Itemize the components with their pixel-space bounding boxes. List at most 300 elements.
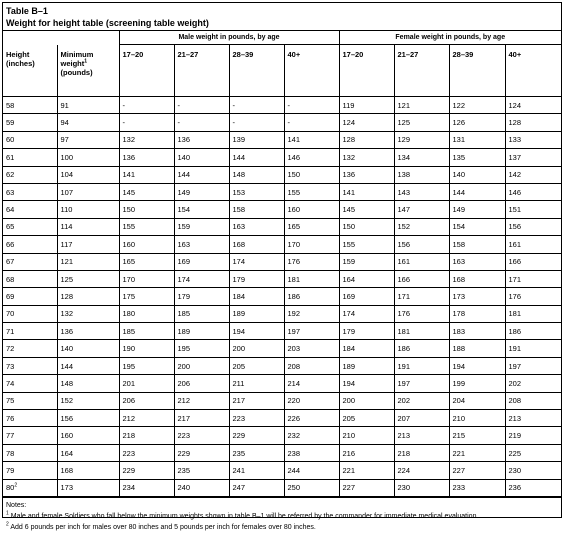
height-value: 66	[6, 239, 15, 249]
female-weight-cell: 227	[339, 479, 394, 496]
female-weight-cell: 230	[505, 462, 561, 479]
table-row	[3, 253, 561, 270]
female-age-header: 17–20	[339, 45, 394, 97]
height-value: 74	[6, 378, 15, 388]
height-value: 65	[6, 222, 15, 232]
male-weight-cell: 229	[229, 427, 284, 444]
minimum-weight-unit: (pounds)	[60, 67, 93, 77]
female-weight-cell: 138	[394, 166, 449, 183]
height-cell	[3, 131, 57, 148]
table-row	[3, 288, 561, 305]
height-value: 73	[6, 361, 15, 371]
male-weight-cell: 211	[229, 375, 284, 392]
male-weight-cell: 159	[174, 218, 229, 235]
male-weight-cell: 148	[229, 166, 284, 183]
female-weight-cell: 149	[449, 201, 505, 218]
male-weight-cell: 144	[229, 149, 284, 166]
male-weight-cell: -	[119, 114, 174, 131]
height-cell	[3, 479, 57, 496]
height-value: 68	[6, 274, 15, 284]
height-value: 70	[6, 309, 15, 319]
female-weight-cell: 213	[394, 427, 449, 444]
minimum-weight-cell: 156	[57, 410, 119, 427]
male-weight-cell: 200	[174, 357, 229, 374]
minimum-weight-cell: 117	[57, 236, 119, 253]
female-age-header: 40+	[505, 45, 561, 97]
height-value: 64	[6, 205, 15, 215]
male-weight-cell: 170	[284, 236, 339, 253]
male-weight-cell: 170	[119, 270, 174, 287]
notes-label: Notes:	[6, 501, 27, 509]
female-weight-cell: 147	[394, 201, 449, 218]
minimum-weight-cell: 114	[57, 218, 119, 235]
female-weight-cell: 205	[339, 410, 394, 427]
female-weight-cell: 210	[449, 410, 505, 427]
height-cell	[3, 218, 57, 235]
male-weight-cell: 220	[284, 392, 339, 409]
male-weight-cell: 206	[174, 375, 229, 392]
height-cell	[3, 410, 57, 427]
male-weight-cell: 153	[229, 183, 284, 200]
table-row	[3, 236, 561, 253]
male-weight-cell: 160	[119, 236, 174, 253]
female-weight-cell: 126	[449, 114, 505, 131]
table-row	[3, 375, 561, 392]
height-value: 75	[6, 396, 15, 406]
male-weight-cell: 174	[229, 253, 284, 270]
minimum-weight-cell: 168	[57, 462, 119, 479]
female-weight-cell: 161	[505, 236, 561, 253]
female-weight-cell: 124	[505, 97, 561, 114]
male-weight-cell: 229	[119, 462, 174, 479]
female-weight-cell: 145	[339, 201, 394, 218]
male-weight-cell: -	[229, 97, 284, 114]
height-cell	[3, 166, 57, 183]
female-weight-cell: 181	[505, 305, 561, 322]
minimum-weight-column-header	[57, 45, 119, 97]
minimum-weight-cell: 121	[57, 253, 119, 270]
male-weight-cell: 160	[284, 201, 339, 218]
female-weight-cell: 197	[505, 357, 561, 374]
male-age-header: 28–39	[229, 45, 284, 97]
male-weight-cell: 214	[284, 375, 339, 392]
female-weight-cell: 176	[505, 288, 561, 305]
male-weight-cell: 168	[229, 236, 284, 253]
note-2-mark: 2	[6, 521, 9, 528]
table-row	[3, 444, 561, 461]
table-row	[3, 427, 561, 444]
minimum-weight-cell: 100	[57, 149, 119, 166]
height-value: 71	[6, 326, 15, 336]
height-value: 79	[6, 465, 15, 475]
female-weight-cell: 151	[505, 201, 561, 218]
minimum-weight-cell: 128	[57, 288, 119, 305]
female-weight-cell: 236	[505, 479, 561, 496]
height-cell	[3, 270, 57, 287]
female-weight-cell: 140	[449, 166, 505, 183]
male-weight-cell: 154	[174, 201, 229, 218]
female-weight-cell: 156	[505, 218, 561, 235]
height-cell	[3, 462, 57, 479]
male-weight-cell: 169	[174, 253, 229, 270]
minimum-weight-cell: 144	[57, 357, 119, 374]
table-row	[3, 114, 561, 131]
male-weight-cell: 223	[174, 427, 229, 444]
female-weight-cell: 179	[339, 323, 394, 340]
female-weight-cell: 129	[394, 131, 449, 148]
female-weight-cell: 221	[449, 444, 505, 461]
female-weight-cell: 144	[449, 183, 505, 200]
male-weight-cell: 226	[284, 410, 339, 427]
male-weight-cell: 232	[284, 427, 339, 444]
male-weight-cell: 197	[284, 323, 339, 340]
male-weight-cell: 181	[284, 270, 339, 287]
female-weight-cell: 169	[339, 288, 394, 305]
female-weight-cell: 188	[449, 340, 505, 357]
height-cell	[3, 357, 57, 374]
female-weight-cell: 171	[394, 288, 449, 305]
height-column-header: Height (inches)	[3, 45, 57, 97]
female-weight-cell: 128	[505, 114, 561, 131]
minimum-weight-cell: 110	[57, 201, 119, 218]
height-value: 77	[6, 431, 15, 441]
table-row	[3, 97, 561, 114]
female-weight-cell: 135	[449, 149, 505, 166]
female-weight-cell: 158	[449, 236, 505, 253]
note-2-text: Add 6 pounds per inch for males over 80 inches and 5 pounds per inch for females over 80 inches.	[10, 523, 316, 531]
table-row	[3, 323, 561, 340]
male-weight-cell: 132	[119, 131, 174, 148]
height-cell	[3, 392, 57, 409]
female-weight-cell: 197	[394, 375, 449, 392]
male-weight-cell: -	[284, 114, 339, 131]
minimum-weight-footnote-mark: 1	[84, 58, 88, 64]
male-weight-cell: 212	[119, 410, 174, 427]
height-cell	[3, 444, 57, 461]
table-row	[3, 183, 561, 200]
height-cell	[3, 183, 57, 200]
female-weight-cell: 208	[505, 392, 561, 409]
table-row	[3, 131, 561, 148]
female-age-header: 21–27	[394, 45, 449, 97]
table-row	[3, 392, 561, 409]
male-weight-cell: 192	[284, 305, 339, 322]
male-weight-cell: 136	[174, 131, 229, 148]
male-weight-cell: 217	[174, 410, 229, 427]
note-1	[6, 511, 558, 522]
female-weight-cell: 154	[449, 218, 505, 235]
male-weight-cell: 185	[119, 323, 174, 340]
height-value: 69	[6, 291, 15, 301]
male-weight-cell: 163	[174, 236, 229, 253]
female-weight-cell: 122	[449, 97, 505, 114]
minimum-weight-cell: 94	[57, 114, 119, 131]
minimum-weight-cell: 136	[57, 323, 119, 340]
height-cell	[3, 375, 57, 392]
height-cell	[3, 253, 57, 270]
male-weight-cell: 223	[119, 444, 174, 461]
female-weight-cell: 204	[449, 392, 505, 409]
height-value: 62	[6, 170, 15, 180]
male-age-header: 21–27	[174, 45, 229, 97]
male-weight-cell: 150	[284, 166, 339, 183]
female-weight-cell: 194	[339, 375, 394, 392]
female-weight-cell: 163	[449, 253, 505, 270]
female-weight-cell: 174	[339, 305, 394, 322]
female-weight-cell: 159	[339, 253, 394, 270]
table-row	[3, 340, 561, 357]
female-age-header: 28–39	[449, 45, 505, 97]
male-weight-cell: 234	[119, 479, 174, 496]
height-value: 76	[6, 413, 15, 423]
female-weight-cell: 137	[505, 149, 561, 166]
table-caption	[3, 3, 561, 31]
male-weight-cell: -	[174, 114, 229, 131]
male-weight-cell: 150	[119, 201, 174, 218]
male-weight-cell: 155	[119, 218, 174, 235]
height-cell	[3, 236, 57, 253]
height-value: 78	[6, 448, 15, 458]
female-weight-cell: 221	[339, 462, 394, 479]
female-weight-cell: 199	[449, 375, 505, 392]
height-value: 58	[6, 100, 15, 110]
female-weight-cell: 124	[339, 114, 394, 131]
height-value: 61	[6, 152, 15, 162]
height-cell	[3, 288, 57, 305]
height-cell	[3, 201, 57, 218]
male-weight-cell: 144	[174, 166, 229, 183]
height-cell	[3, 427, 57, 444]
female-weight-cell: 132	[339, 149, 394, 166]
female-weight-cell: 184	[339, 340, 394, 357]
female-weight-cell: 131	[449, 131, 505, 148]
male-weight-cell: 244	[284, 462, 339, 479]
table-row	[3, 166, 561, 183]
female-weight-cell: 178	[449, 305, 505, 322]
minimum-weight-cell: 107	[57, 183, 119, 200]
male-weight-cell: -	[284, 97, 339, 114]
male-weight-cell: 189	[229, 305, 284, 322]
female-weight-cell: 143	[394, 183, 449, 200]
table-title: Weight for height table (screening table weight)	[6, 18, 209, 28]
height-value: 59	[6, 118, 15, 128]
female-weight-cell: 216	[339, 444, 394, 461]
table-row	[3, 201, 561, 218]
minimum-weight-cell: 160	[57, 427, 119, 444]
female-weight-cell: 155	[339, 236, 394, 253]
minimum-weight-cell: 173	[57, 479, 119, 496]
note-1-text: Male and female Soldiers who fall below the minimum weights shown in table B–1 will be referred by the commander for immediate medical evaluation.	[10, 512, 479, 520]
female-weight-cell: 207	[394, 410, 449, 427]
female-weight-cell: 186	[394, 340, 449, 357]
male-weight-cell: 179	[229, 270, 284, 287]
female-weight-cell: 136	[339, 166, 394, 183]
female-weight-cell: 152	[394, 218, 449, 235]
table-body	[3, 97, 561, 497]
female-weight-cell: 171	[505, 270, 561, 287]
table-notes	[3, 497, 561, 535]
female-group-header: Female weight in pounds, by age	[339, 31, 561, 45]
table-row	[3, 479, 561, 496]
height-cell	[3, 149, 57, 166]
male-weight-cell: 175	[119, 288, 174, 305]
table-row	[3, 410, 561, 427]
male-weight-cell: 176	[284, 253, 339, 270]
male-weight-cell: 250	[284, 479, 339, 496]
male-weight-cell: -	[119, 97, 174, 114]
minimum-weight-cell: 152	[57, 392, 119, 409]
male-weight-cell: 217	[229, 392, 284, 409]
male-weight-cell: 180	[119, 305, 174, 322]
table-row	[3, 270, 561, 287]
female-weight-cell: 202	[505, 375, 561, 392]
female-weight-cell: 218	[394, 444, 449, 461]
male-weight-cell: -	[229, 114, 284, 131]
male-weight-cell: 200	[229, 340, 284, 357]
male-weight-cell: 141	[284, 131, 339, 148]
table-row	[3, 357, 561, 374]
female-weight-cell: 128	[339, 131, 394, 148]
female-weight-cell: 213	[505, 410, 561, 427]
male-weight-cell: 235	[229, 444, 284, 461]
male-weight-cell: 241	[229, 462, 284, 479]
male-weight-cell: 189	[174, 323, 229, 340]
male-weight-cell: 158	[229, 201, 284, 218]
female-weight-cell: 230	[394, 479, 449, 496]
male-weight-cell: 205	[229, 357, 284, 374]
minimum-weight-cell: 140	[57, 340, 119, 357]
female-weight-cell: 176	[394, 305, 449, 322]
minimum-weight-cell: 104	[57, 166, 119, 183]
male-weight-cell: 165	[284, 218, 339, 235]
minimum-weight-cell: 132	[57, 305, 119, 322]
height-value: 80	[6, 483, 15, 493]
table-row	[3, 305, 561, 322]
female-weight-cell: 227	[449, 462, 505, 479]
male-weight-cell: 206	[119, 392, 174, 409]
height-value: 63	[6, 187, 15, 197]
female-weight-cell: 200	[339, 392, 394, 409]
male-weight-cell: 240	[174, 479, 229, 496]
male-weight-cell: 208	[284, 357, 339, 374]
male-weight-cell: 186	[284, 288, 339, 305]
female-weight-cell: 134	[394, 149, 449, 166]
male-weight-cell: 140	[174, 149, 229, 166]
height-cell	[3, 305, 57, 322]
minimum-weight-label: Minimum weight	[60, 49, 94, 68]
male-weight-cell: 238	[284, 444, 339, 461]
male-age-header: 40+	[284, 45, 339, 97]
female-weight-cell: 186	[505, 323, 561, 340]
male-group-header: Male weight in pounds, by age	[119, 31, 339, 45]
male-weight-cell: -	[174, 97, 229, 114]
male-weight-cell: 141	[119, 166, 174, 183]
female-weight-cell: 191	[505, 340, 561, 357]
male-weight-cell: 174	[174, 270, 229, 287]
male-weight-cell: 155	[284, 183, 339, 200]
minimum-weight-cell: 148	[57, 375, 119, 392]
male-weight-cell: 179	[174, 288, 229, 305]
minimum-weight-cell: 91	[57, 97, 119, 114]
height-cell	[3, 340, 57, 357]
table-number: Table B–1	[6, 6, 48, 16]
male-weight-cell: 163	[229, 218, 284, 235]
female-weight-cell: 125	[394, 114, 449, 131]
female-weight-cell: 233	[449, 479, 505, 496]
weight-for-height-table	[3, 31, 561, 497]
male-weight-cell: 146	[284, 149, 339, 166]
male-weight-cell: 185	[174, 305, 229, 322]
female-weight-cell: 121	[394, 97, 449, 114]
female-weight-cell: 225	[505, 444, 561, 461]
table-row	[3, 462, 561, 479]
female-weight-cell: 146	[505, 183, 561, 200]
female-weight-cell: 194	[449, 357, 505, 374]
height-cell	[3, 97, 57, 114]
female-weight-cell: 166	[505, 253, 561, 270]
height-value: 67	[6, 257, 15, 267]
female-weight-cell: 202	[394, 392, 449, 409]
minimum-weight-cell: 97	[57, 131, 119, 148]
male-weight-cell: 190	[119, 340, 174, 357]
male-weight-cell: 223	[229, 410, 284, 427]
female-weight-cell: 215	[449, 427, 505, 444]
female-weight-cell: 173	[449, 288, 505, 305]
male-weight-cell: 203	[284, 340, 339, 357]
male-weight-cell: 235	[174, 462, 229, 479]
male-weight-cell: 136	[119, 149, 174, 166]
female-weight-cell: 224	[394, 462, 449, 479]
female-weight-cell: 164	[339, 270, 394, 287]
weight-table-document	[2, 2, 562, 531]
female-weight-cell: 166	[394, 270, 449, 287]
minimum-weight-cell: 164	[57, 444, 119, 461]
female-weight-cell: 219	[505, 427, 561, 444]
male-weight-cell: 195	[174, 340, 229, 357]
female-weight-cell: 210	[339, 427, 394, 444]
male-weight-cell: 229	[174, 444, 229, 461]
female-weight-cell: 141	[339, 183, 394, 200]
male-weight-cell: 194	[229, 323, 284, 340]
male-weight-cell: 145	[119, 183, 174, 200]
female-weight-cell: 189	[339, 357, 394, 374]
female-weight-cell: 161	[394, 253, 449, 270]
female-weight-cell: 133	[505, 131, 561, 148]
height-value: 60	[6, 135, 15, 145]
height-value: 72	[6, 344, 15, 354]
male-weight-cell: 184	[229, 288, 284, 305]
female-weight-cell: 191	[394, 357, 449, 374]
note-2	[6, 522, 558, 533]
female-weight-cell: 119	[339, 97, 394, 114]
note-1-mark: 1	[6, 510, 9, 517]
female-weight-cell: 181	[394, 323, 449, 340]
female-weight-cell: 183	[449, 323, 505, 340]
male-age-header: 17–20	[119, 45, 174, 97]
male-weight-cell: 195	[119, 357, 174, 374]
table-row	[3, 218, 561, 235]
male-weight-cell: 218	[119, 427, 174, 444]
height-footnote-mark: 2	[14, 482, 18, 489]
male-weight-cell: 149	[174, 183, 229, 200]
height-cell	[3, 323, 57, 340]
male-weight-cell: 139	[229, 131, 284, 148]
female-weight-cell: 168	[449, 270, 505, 287]
female-weight-cell: 150	[339, 218, 394, 235]
table-row	[3, 149, 561, 166]
female-weight-cell: 142	[505, 166, 561, 183]
male-weight-cell: 165	[119, 253, 174, 270]
